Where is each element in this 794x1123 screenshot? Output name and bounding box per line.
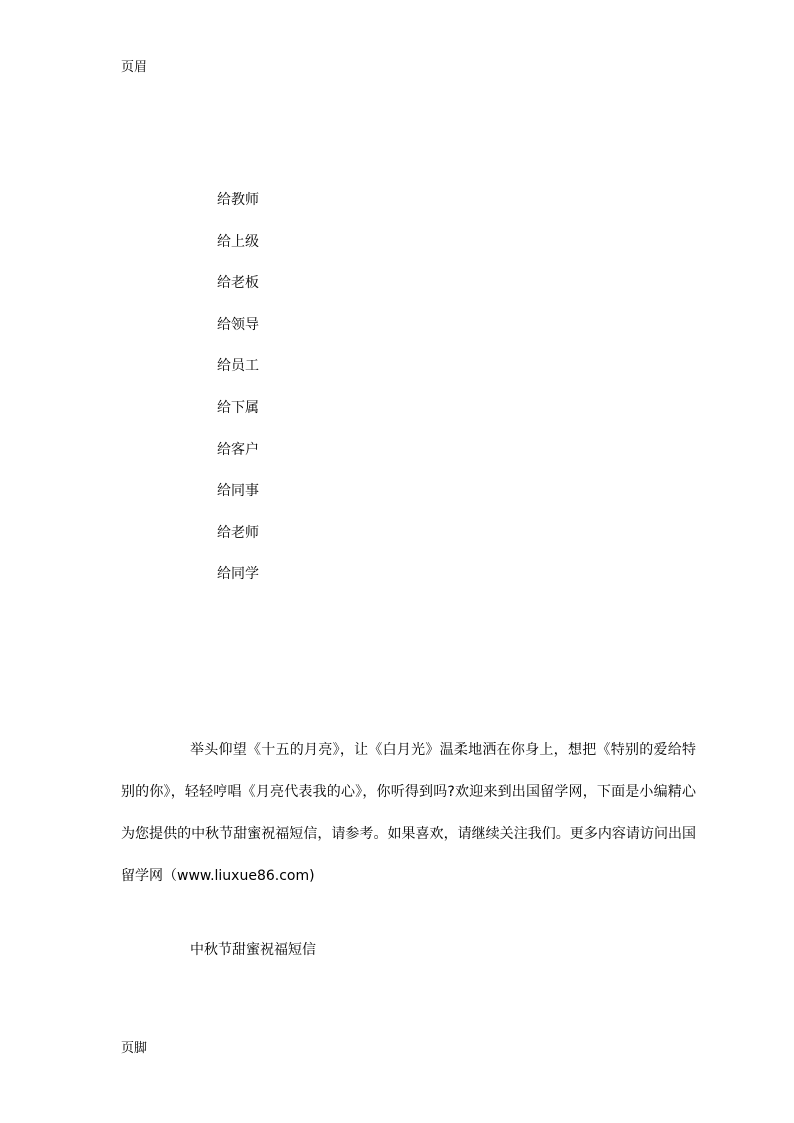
link-item[interactable]: 给下属 bbox=[217, 399, 259, 416]
link-item[interactable]: 给员工 bbox=[217, 358, 259, 375]
link-item[interactable]: 给同学 bbox=[217, 566, 259, 583]
link-list bbox=[217, 189, 259, 605]
page-footer: 页脚 bbox=[121, 1041, 148, 1056]
link-item[interactable]: 给客户 bbox=[217, 441, 259, 458]
page-header: 页眉 bbox=[121, 60, 148, 75]
link-item[interactable]: 给教师 bbox=[217, 192, 259, 208]
link-item[interactable]: 给领导 bbox=[217, 316, 259, 333]
link-item[interactable]: 给上级 bbox=[217, 233, 259, 250]
intro-paragraph: 举头仰望《十五的月亮》，让《白月光》温柔地洒在你身上，想把《特别的爱给特别的你》，轻轻哼唱《月亮代表我的心》，你听得到吗?欢迎来到出国留学网，下面是小编精心为您提供的中秋节甜蜜祝福短信，请参考。如果喜欢，请继续关注我们。更多内容请访问出国留学网（www.liuxue86.com) bbox=[121, 742, 696, 884]
link-item[interactable]: 给老师 bbox=[217, 524, 259, 541]
link-item[interactable]: 给老板 bbox=[217, 275, 259, 292]
section-title: 中秋节甜蜜祝福短信 bbox=[190, 942, 316, 958]
link-item[interactable]: 给同事 bbox=[217, 483, 259, 500]
